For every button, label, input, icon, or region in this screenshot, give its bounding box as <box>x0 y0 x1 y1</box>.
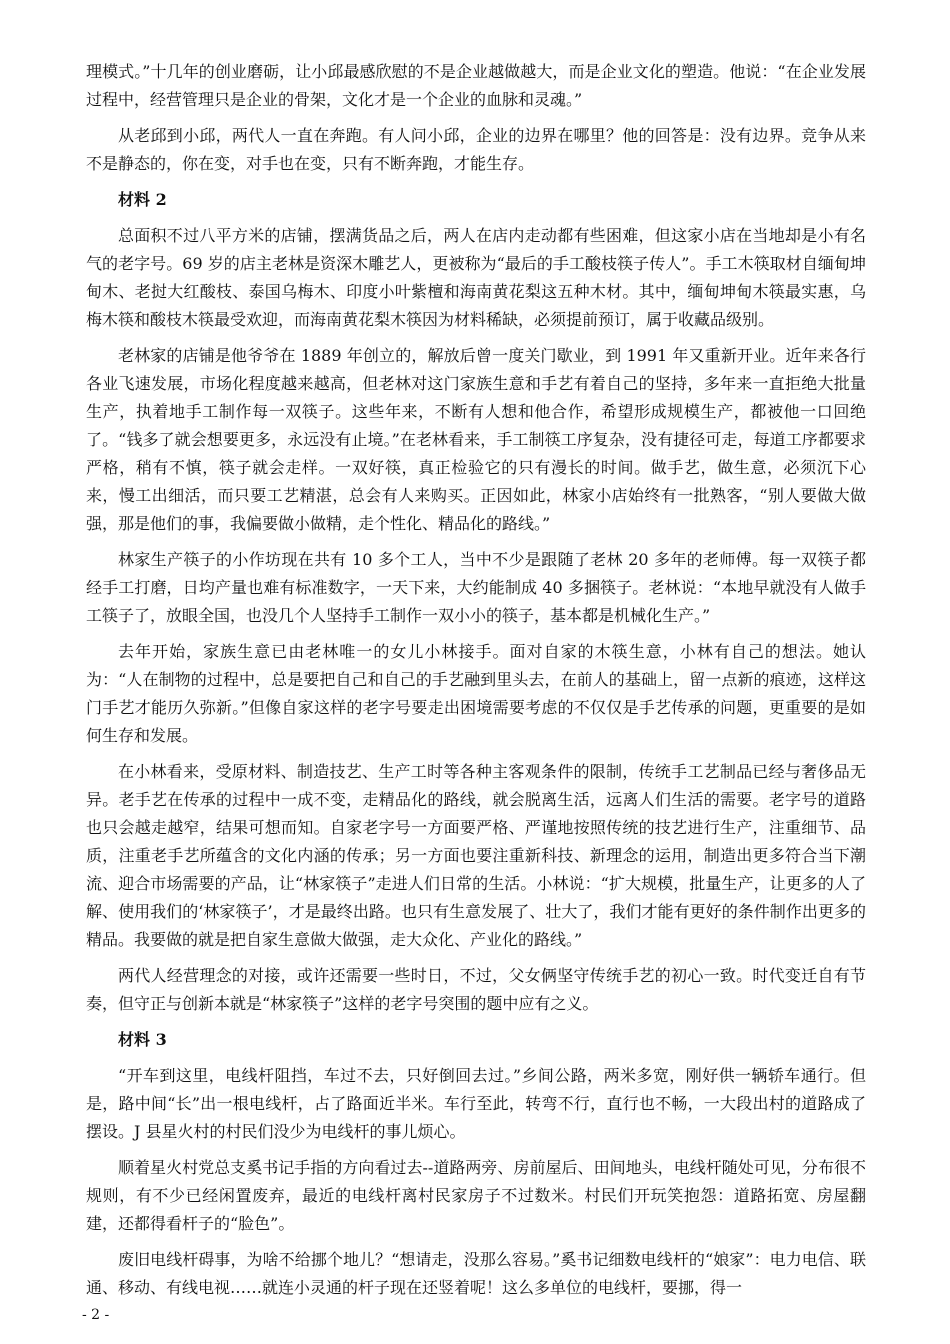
document-body <box>86 58 866 1310</box>
paragraph-5: 林家生产筷子的小作坊现在共有 10 多个工人，当中不少是跟随了老林 20 多年的老师傅。每一双筷子都经手工打磨，日均产量也难有标准数字，一天下来，大约能制成 40 多捆筷子。老林说：“本地早就没有人做手工筷子了，放眼全国，也没几个人坚持手工制作一双小小的筷子，基本都是机械化生产。” <box>86 550 866 625</box>
paragraph-11: 废旧电线杆碍事，为啥不给挪个地儿？“想请走，没那么容易。”奚书记细数电线杆的“娘家”：电力电信、联通、移动、有线电视……就连小灵通的杆子现在还竖着呢！这么多单位的电线杆，要挪，得一 <box>86 1250 866 1297</box>
paragraph-2: 从老邱到小邱，两代人一直在奔跑。有人问小邱，企业的边界在哪里？他的回答是：没有边界。竞争从来不是静态的，你在变，对手也在变，只有不断奔跑，才能生存。 <box>86 126 866 173</box>
paragraph-1: 理模式。”十几年的创业磨砺，让小邱最感欣慰的不是企业越做越大，而是企业文化的塑造。他说：“在企业发展过程中，经营管理只是企业的骨架，文化才是一个企业的血脉和灵魂。” <box>86 62 866 109</box>
paragraph-4: 老林家的店铺是他爷爷在 1889 年创立的，解放后曾一度关门歇业，到 1991 年又重新开业。近年来各行各业飞速发展，市场化程度越来越高，但老林对这门家族生意和手艺有着自己的坚持，多年来一直拒绝大批量生产，执着地手工制作每一双筷子。这些年来，不断有人想和他合作，希望形成规模生产，都被他一口回绝了。“钱多了就会想要更多，永远没有止境。”在老林看来，手工制筷工序复杂，没有捷径可走，每道工序都要求严格，稍有不慎，筷子就会走样。一双好筷，真正检验它的只有漫长的时间。做手艺，做生意，必须沉下心来，慢工出细活，而只要工艺精湛，总会有人来购买。正因如此，林家小店始终有一批熟客，“别人要做大做强，那是他们的事，我偏要做小做精，走个性化、精品化的路线。” <box>86 346 866 533</box>
paragraph-6: 去年开始，家族生意已由老林唯一的女儿小林接手。面对自家的木筷生意，小林有自己的想法。她认为：“人在制物的过程中，总是要把自己和自己的手艺融到里头去，在前人的基础上，留一点新的痕迹，这样这门手艺才能历久弥新。”但像自家这样的老字号要走出困境需要考虑的不仅仅是手艺传承的问题，更重要的是如何生存和发展。 <box>86 642 866 745</box>
paragraph-9: “开车到这里，电线杆阻挡，车过不去，只好倒回去过。”乡间公路，两米多宽，刚好供一辆轿车通行。但是，路中间“长”出一根电线杆，占了路面近半米。车行至此，转弯不行，直行也不畅，一大段出村的道路成了摆设。J 县星火村的村民们没少为电线杆的事儿烦心。 <box>86 1066 866 1141</box>
section-heading-material-2: 材料 2 <box>118 190 167 209</box>
page-number: - 2 - <box>82 1307 110 1323</box>
section-heading-material-3: 材料 3 <box>118 1030 167 1049</box>
paragraph-8: 两代人经营理念的对接，或许还需要一些时日，不过，父女俩坚守传统手艺的初心一致。时代变迁自有节奏，但守正与创新本就是“林家筷子”这样的老字号突围的题中应有之义。 <box>86 966 866 1013</box>
paragraph-7: 在小林看来，受原材料、制造技艺、生产工时等各种主客观条件的限制，传统手工艺制品已经与奢侈品无异。老手艺在传承的过程中一成不变，走精品化的路线，就会脱离生活，远离人们生活的需要。老字号的道路也只会越走越窄，结果可想而知。自家老字号一方面要严格、严谨地按照传统的技艺进行生产，注重细节、品质，注重老手艺所蕴含的文化内涵的传承；另一方面也要注重新科技、新理念的运用，制造出更多符合当下潮流、迎合市场需要的产品，让“林家筷子”走进人们日常的生活。小林说：“扩大规模，批量生产，让更多的人了解、使用我们的‘林家筷子’，才是最终出路。也只有生意发展了、壮大了，我们才能有更好的条件制作出更多的精品。我要做的就是把自家生意做大做强，走大众化、产业化的路线。” <box>86 762 866 949</box>
paragraph-3: 总面积不过八平方米的店铺，摆满货品之后，两人在店内走动都有些困难，但这家小店在当地却是小有名气的老字号。69 岁的店主老林是资深木雕艺人，更被称为“最后的手工酸枝筷子传人”。手工木筷取材自缅甸坤甸木、老挝大红酸枝、泰国乌梅木、印度小叶紫檀和海南黄花梨这五种木材。其中，缅甸坤甸木筷最实惠，乌梅木筷和酸枝木筷最受欢迎，而海南黄花梨木筷因为材料稀缺，必须提前预订，属于收藏品级别。 <box>86 226 866 329</box>
paragraph-10: 顺着星火村党总支奚书记手指的方向看过去--道路两旁、房前屋后、田间地头，电线杆随处可见，分布很不规则，有不少已经闲置废弃，最近的电线杆离村民家房子不过数米。村民们开玩笑抱怨：道路拓宽、房屋翻建，还都得看杆子的“脸色”。 <box>86 1158 866 1233</box>
